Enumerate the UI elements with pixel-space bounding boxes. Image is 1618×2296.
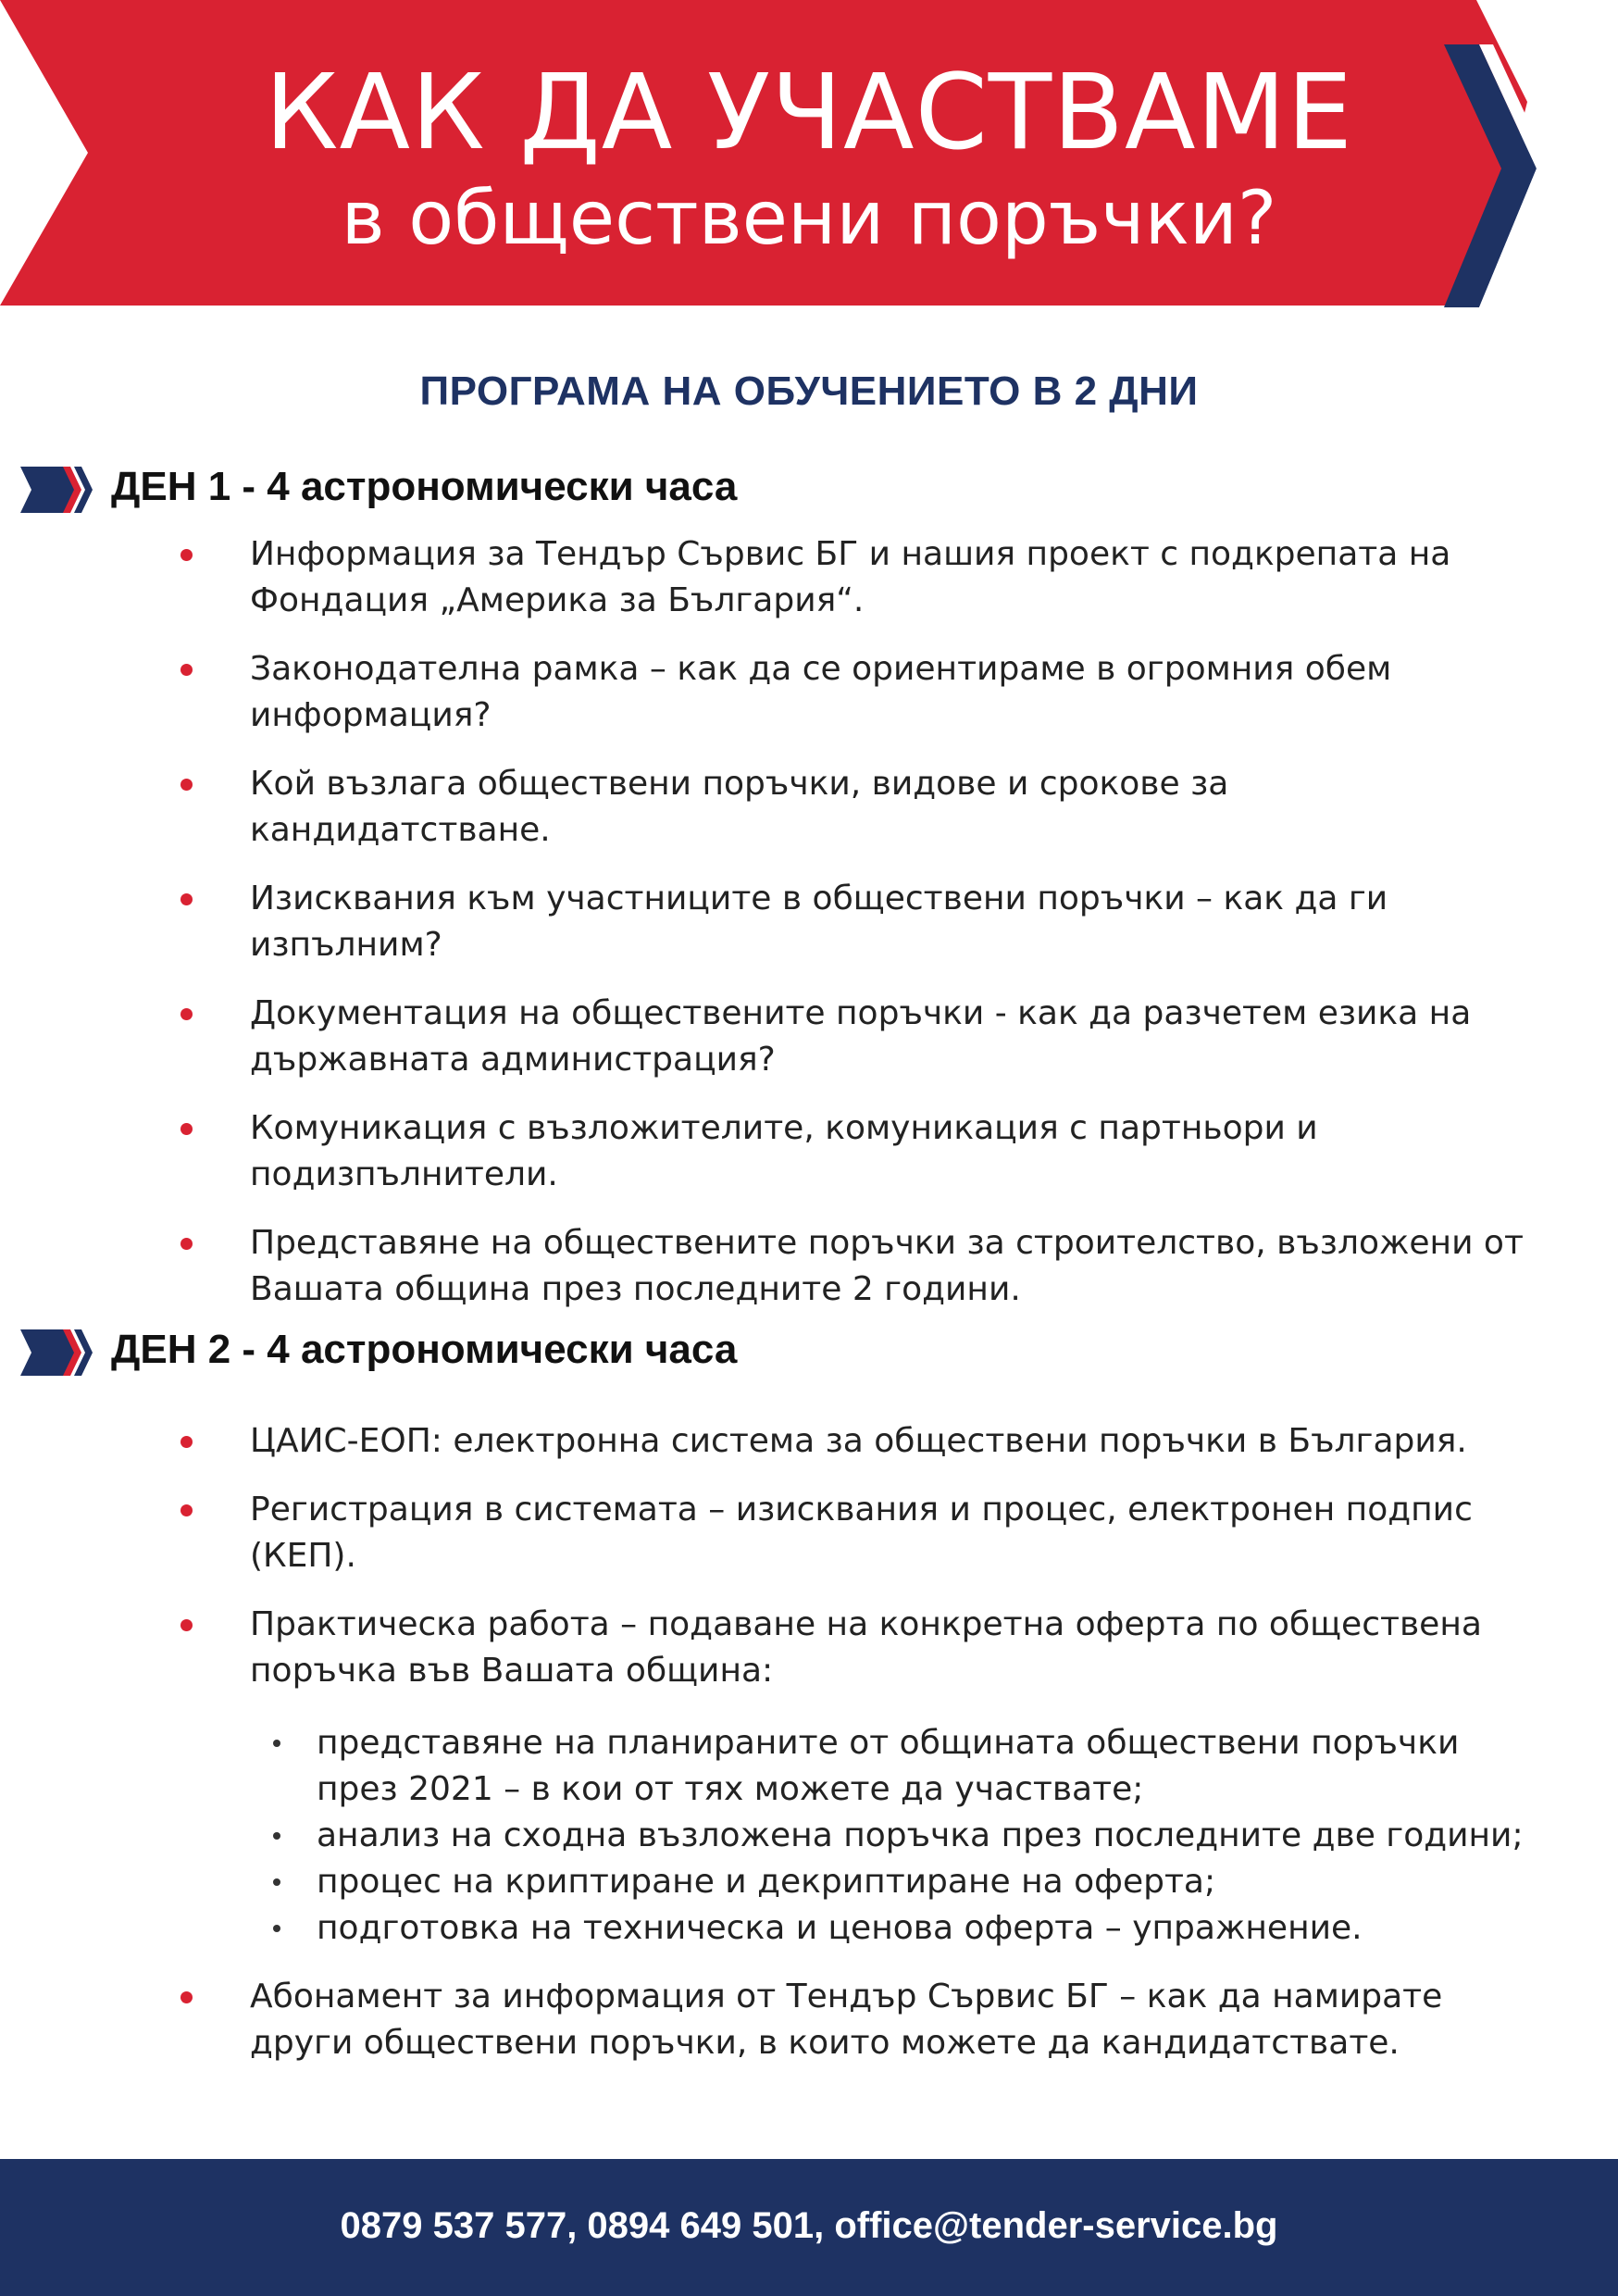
list-item: Комуникация с възложителите, комуникация с партньори и подизпълнители. [0,1105,1527,1198]
list-item: Информация за Тендър Сървис БГ и нашия проект с подкрепата на Фондация „Америка за България“. [0,531,1527,624]
list-item: Законодателна рамка – как да се ориентираме в огромния обем информация? [0,646,1527,739]
red-bullet-icon [180,664,193,676]
sub-list-item: процес на криптиране и декриптиране на оферта; [250,1859,1548,1905]
sub-list-item: анализ на сходна възложена поръчка през последните две години; [250,1813,1548,1859]
day-2-list [0,1418,1618,2066]
triple-chevron-icon [20,467,96,513]
red-bullet-icon [180,1238,193,1250]
red-bullet-icon [180,1008,193,1020]
red-bullet-icon [180,1123,193,1135]
list-item: Регистрация в системата – изисквания и процес, електронен подпис (КЕП). [0,1487,1527,1579]
contact-info: 0879 537 577, 0894 649 501, office@tender-service.bg [340,2205,1278,2246]
triple-chevron-icon [20,1329,96,1376]
banner-title [0,54,1618,265]
sub-list-item: подготовка на техническа и ценова оферта – упражнение. [250,1905,1548,1952]
list-item: Документация на обществените поръчки - как да разчетем езика на държавната администрация? [0,991,1527,1083]
list-item: ЦАИС-ЕОП: електронна система за обществени поръчки в България. [0,1418,1527,1465]
list-item: Представяне на обществените поръчки за строителство, възложени от Вашата община през последните 2 години. [0,1220,1527,1313]
red-bullet-icon [180,1504,193,1516]
day-2-label: ДЕН 2 - 4 астрономически часа [111,1327,738,1372]
red-bullet-icon [180,779,193,791]
dot-bullet-icon [273,1832,280,1840]
dot-bullet-icon [273,1740,280,1747]
title-line-1: КАК ДА УЧАСТВАМЕ [264,53,1354,173]
sub-list-item: представяне на планираните от общината обществени поръчки през 2021 – в кои от тях можете да участвате; [250,1720,1548,1813]
list-item: Кой възлага обществени поръчки, видове и срокове за кандидатстване. [0,761,1527,854]
title-line-2: в обществени поръчки? [341,175,1277,261]
dot-bullet-icon [273,1878,280,1886]
footer-bar [0,2159,1618,2296]
red-bullet-icon [180,1436,193,1448]
dot-bullet-icon [273,1925,280,1932]
program-title: ПРОГРАМА НА ОБУЧЕНИЕТО В 2 ДНИ [419,368,1199,414]
red-bullet-icon [180,549,193,561]
list-item: Абонамент за информация от Тендър Сървис БГ – как да намирате други обществени поръчки, в които можете да кандидатствате. [0,1974,1527,2066]
red-bullet-icon [180,1991,193,2003]
sub-list [250,1720,1527,1952]
day-1-list [0,531,1618,1313]
red-bullet-icon [180,1619,193,1631]
list-item: Практическа работа – подаване на конкретна оферта по обществена поръчка във Вашата община: представяне на планираните от общината обществени поръчки през 2021 – в кои от тях можете да участвате; анализ на сходна възложена поръчка през последните две години; процес на криптиране и декриптиране на оферта; подготовка на техническа и ценова оферта – упражнение. [0,1602,1527,1952]
header-banner [0,0,1618,333]
day-1-label: ДЕН 1 - 4 астрономически часа [111,464,738,509]
list-item: Изисквания към участниците в обществени поръчки – как да ги изпълним? [0,876,1527,968]
red-bullet-icon [180,893,193,905]
